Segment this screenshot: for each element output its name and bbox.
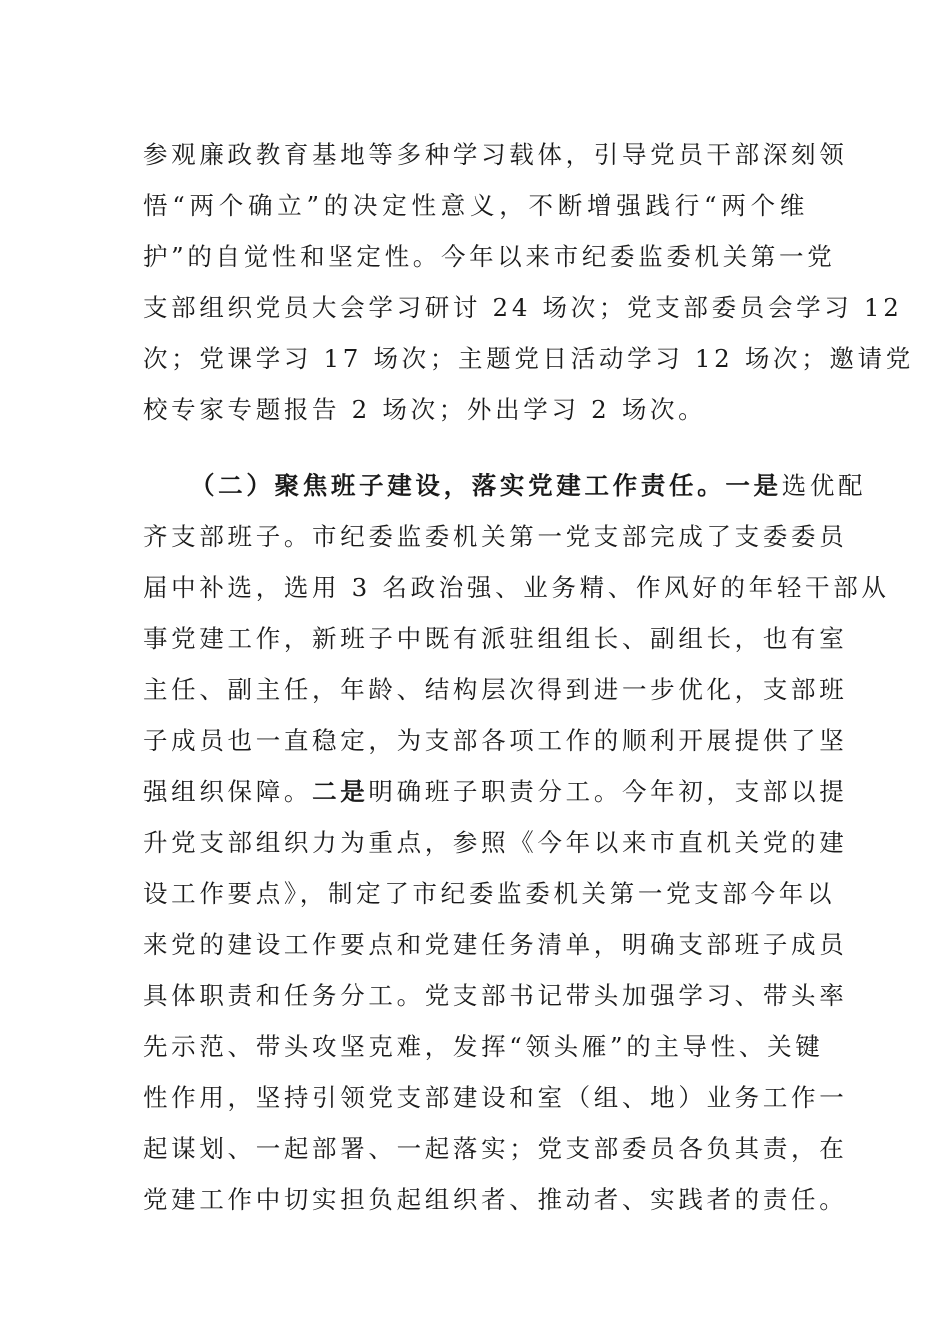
text-line: 具体职责和任务分工。党支部书记带头加强学习、带头率 bbox=[143, 981, 848, 1010]
text-line: 主任、副主任，年龄、结构层次得到进一步优化，支部班 bbox=[143, 675, 848, 704]
text-line: 升党支部组织力为重点，参照《今年以来市直机关党的建 bbox=[143, 828, 848, 857]
text-fragment: 选优配 bbox=[781, 471, 867, 500]
text-line: 悟“两个确立”的决定性意义，不断增强践行“两个维 bbox=[143, 191, 808, 220]
text-line: 先示范、带头攻坚克难，发挥“领头雁”的主导性、关键 bbox=[143, 1032, 824, 1061]
paragraph-spacer bbox=[143, 435, 808, 460]
text-line: 来党的建设工作要点和党建任务清单，明确支部班子成员 bbox=[143, 930, 848, 959]
text-line: 支部组织党员大会学习研讨 24 场次；党支部委员会学习 12 bbox=[143, 293, 903, 322]
text-line: 校专家专题报告 2 场次；外出学习 2 场次。 bbox=[143, 395, 707, 424]
text-line-second-point bbox=[143, 766, 848, 817]
text-line: 事党建工作，新班子中既有派驻组组长、副组长，也有室 bbox=[143, 624, 848, 653]
second-point-marker: 二是 bbox=[312, 777, 369, 806]
first-point-marker: 一是 bbox=[725, 471, 782, 500]
paragraph-1 bbox=[143, 129, 914, 435]
text-line: 次；党课学习 17 场次；主题党日活动学习 12 场次；邀请党 bbox=[143, 344, 914, 373]
section-heading: （二）聚焦班子建设，落实党建工作责任。 bbox=[190, 471, 726, 500]
text-line: 齐支部班子。市纪委监委机关第一党支部完成了支委委员 bbox=[143, 522, 848, 551]
text-line: 性作用，坚持引领党支部建设和室（组、地）业务工作一 bbox=[143, 1083, 848, 1112]
text-fragment: 强组织保障。 bbox=[143, 777, 313, 806]
text-line: 届中补选，选用 3 名政治强、业务精、作风好的年轻干部从 bbox=[143, 573, 890, 602]
paragraph-2 bbox=[143, 460, 890, 1225]
text-line-heading bbox=[143, 460, 867, 511]
text-line: 党建工作中切实担负起组织者、推动者、实践者的责任。 bbox=[143, 1185, 848, 1214]
text-fragment: 明确班子职责分工。今年初，支部以提 bbox=[368, 777, 848, 806]
text-line: 护”的自觉性和坚定性。今年以来市纪委监委机关第一党 bbox=[143, 242, 836, 271]
text-line: 子成员也一直稳定，为支部各项工作的顺利开展提供了坚 bbox=[143, 726, 848, 755]
text-line: 起谋划、一起部署、一起落实；党支部委员各负其责，在 bbox=[143, 1134, 848, 1163]
text-line: 设工作要点》，制定了市纪委监委机关第一党支部今年以 bbox=[143, 879, 836, 908]
document-body bbox=[143, 129, 914, 1225]
text-line: 参观廉政教育基地等多种学习载体，引导党员干部深刻领 bbox=[143, 140, 848, 169]
